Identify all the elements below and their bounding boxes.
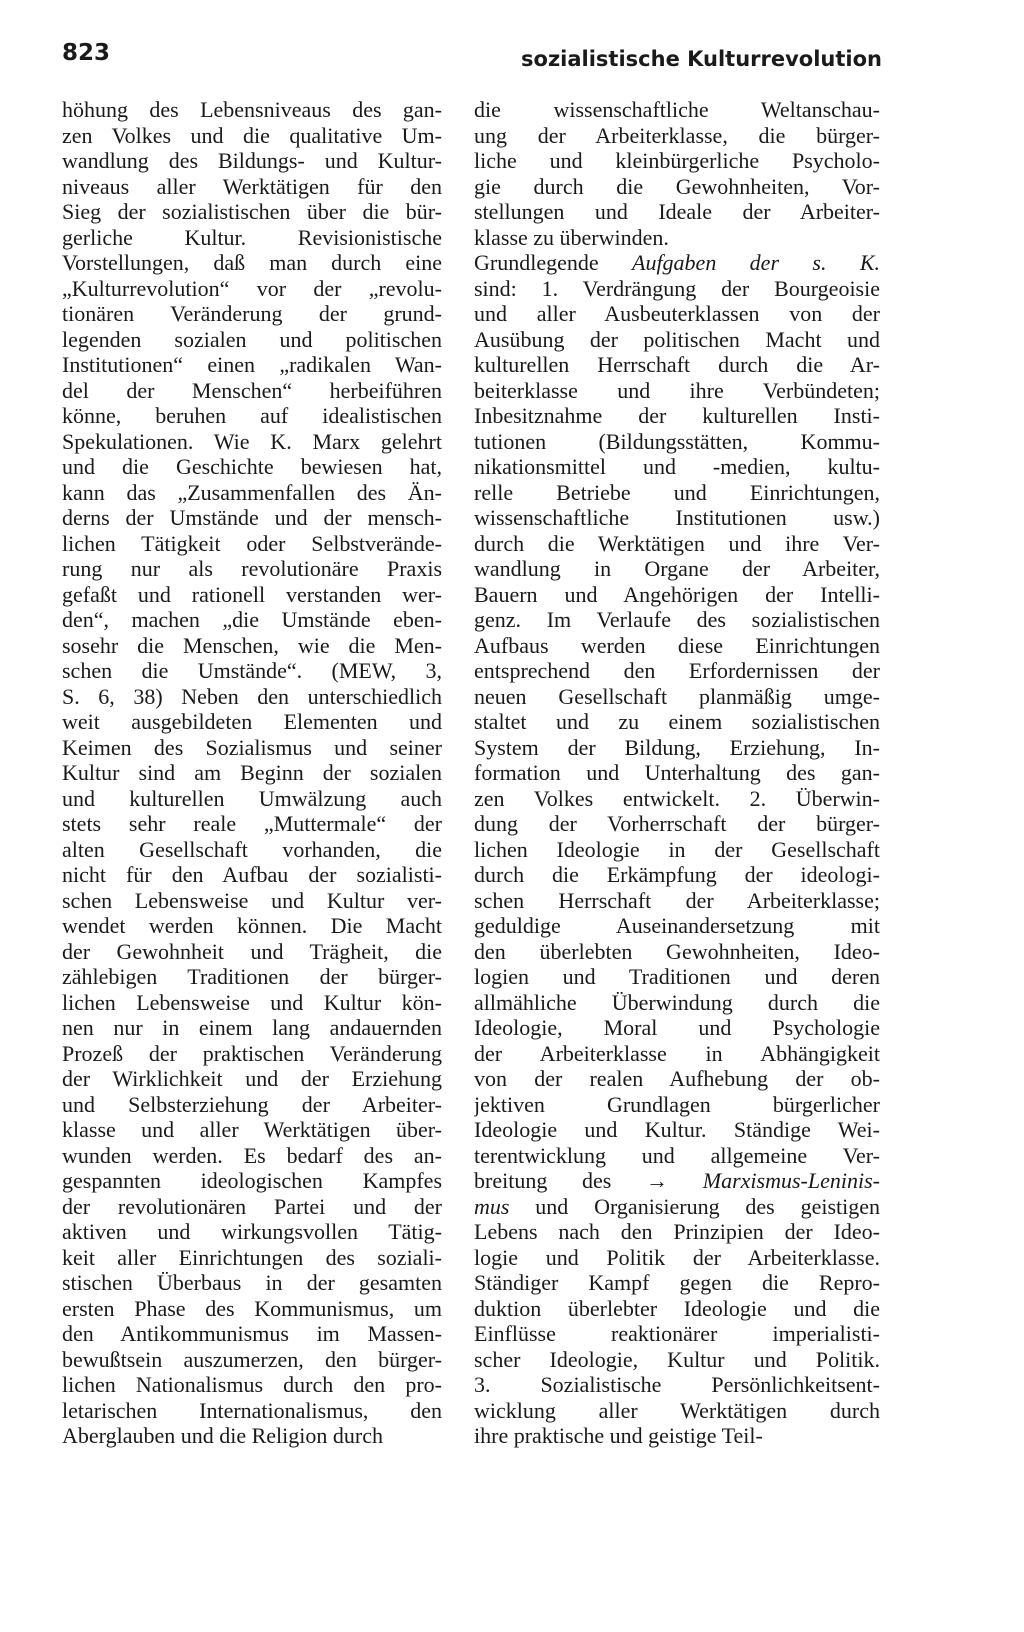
- text-line: höhung des Lebensniveaus des gan-: [62, 97, 442, 122]
- text-line: Institutionen“ einen „radikalen Wan-: [62, 352, 442, 377]
- text-line: zählebigen Traditionen der bürger-: [62, 964, 442, 989]
- right-text-column: [474, 97, 880, 1449]
- text-line: Keimen des Sozialismus und seiner: [62, 734, 442, 760]
- text-line: gie durch die Gewohnheiten, Vor-: [474, 173, 880, 199]
- text-line: klasse und aller Werktätigen über-: [62, 1117, 442, 1142]
- text-line: Aufbaus werden diese Einrichtungen: [474, 632, 880, 658]
- text-line: schen die Umstände“. (MEW, 3,: [62, 658, 442, 683]
- running-head: sozialistische Kulturrevolution: [521, 47, 882, 71]
- left-text-column: [62, 97, 442, 1449]
- text-line: lichen Ideologie in der Gesellschaft: [474, 836, 880, 862]
- text-line: relle Betriebe und Einrichtungen,: [474, 479, 880, 505]
- text-line: klasse zu überwinden.: [474, 224, 669, 250]
- text-line: niveaus aller Werktätigen für den: [62, 173, 442, 199]
- text-line: von der realen Aufhebung der ob-: [474, 1066, 880, 1091]
- text-line: scher Ideologie, Kultur und Politik.: [474, 1346, 880, 1372]
- text-line: wandlung in Organe der Arbeiter,: [474, 556, 880, 581]
- text-line: Bauern und Angehörigen der Intelli-: [474, 581, 880, 607]
- text-line: Ideologie, Moral und Psychologie: [474, 1015, 880, 1040]
- text-line: Lebens nach den Prinzipien der Ideo-: [474, 1219, 880, 1244]
- text-line: derns der Umstände und der mensch-: [62, 505, 442, 530]
- text-line: formation und Unterhaltung des gan-: [474, 760, 880, 785]
- text-line: stischen Überbaus in der gesamten: [62, 1270, 442, 1295]
- text-line: durch die Erkämpfung der ideologi-: [474, 862, 880, 887]
- text-line: lichen Tätigkeit oder Selbstverände-: [62, 530, 442, 556]
- text-line: allmähliche Überwindung durch die: [474, 989, 880, 1015]
- text-line: nikationsmittel und -medien, kultu-: [474, 454, 880, 479]
- text-line: geduldige Auseinandersetzung mit: [474, 913, 880, 938]
- text-line: System der Bildung, Erziehung, In-: [474, 734, 880, 760]
- text-line: 3. Sozialistische Persönlichkeitsent-: [474, 1372, 880, 1397]
- text-line: liche und kleinbürgerliche Psycholo-: [474, 148, 880, 173]
- text-line: kulturellen Herrschaft durch die Ar-: [474, 352, 880, 377]
- text-line: tutionen (Bildungsstätten, Kommu-: [474, 428, 880, 454]
- text-line: letarischen Internationalismus, den: [62, 1397, 442, 1423]
- page-number: 823: [62, 40, 111, 66]
- text-line: wendet werden können. Die Macht: [62, 913, 442, 938]
- text-line: Grundlegende Aufgaben der s. K.: [474, 250, 880, 275]
- text-line: und die Geschichte bewiesen hat,: [62, 454, 442, 479]
- text-line: kann das „Zusammenfallen des Än-: [62, 479, 442, 505]
- text-line: S. 6, 38) Neben den unterschiedlich: [62, 683, 442, 709]
- italic-term: mus: [474, 1193, 510, 1219]
- text-line: Vorstellungen, daß man durch eine: [62, 250, 442, 275]
- italic-term: Aufgaben der s. K.: [632, 250, 880, 275]
- text-line: Ständiger Kampf gegen die Repro-: [474, 1270, 880, 1295]
- text-line: aktiven und wirkungsvollen Tätig-: [62, 1219, 442, 1244]
- text-line: Einflüsse reaktionärer imperialisti-: [474, 1321, 880, 1346]
- text-line: neuen Gesellschaft planmäßig umge-: [474, 683, 880, 709]
- text-line: stets sehr reale „Muttermale“ der: [62, 811, 442, 836]
- text-line: und kulturellen Umwälzung auch: [62, 785, 442, 811]
- text-line: wunden werden. Es bedarf des an-: [62, 1142, 442, 1168]
- text-line: ung der Arbeiterklasse, die bürger-: [474, 122, 880, 148]
- text-line: Inbesitznahme der kulturellen Insti-: [474, 403, 880, 428]
- text-line: bewußtsein auszumerzen, den bürger-: [62, 1346, 442, 1372]
- text-line: sind: 1. Verdrängung der Bourgeoisie: [474, 275, 880, 301]
- text-line: und aller Ausbeuterklassen von der: [474, 301, 880, 326]
- text-line: der revolutionären Partei und der: [62, 1193, 442, 1219]
- text-line: wissenschaftliche Institutionen usw.): [474, 505, 880, 530]
- text-line: die wissenschaftliche Weltanschau-: [474, 97, 880, 122]
- text-line: gerliche Kultur. Revisionistische: [62, 224, 442, 250]
- text-line: lichen Lebensweise und Kultur kön-: [62, 989, 442, 1015]
- text-line: weit ausgebildeten Elementen und: [62, 709, 442, 734]
- text-line: logie und Politik der Arbeiterklasse.: [474, 1244, 880, 1270]
- text-line: ihre praktische und geistige Teil-: [474, 1423, 763, 1448]
- text-line: Kultur sind am Beginn der sozialen: [62, 760, 442, 785]
- text-line: rung nur als revolutionäre Praxis: [62, 556, 442, 581]
- text-line: lichen Nationalismus durch den pro-: [62, 1372, 442, 1397]
- text-line: wicklung aller Werktätigen durch: [474, 1397, 880, 1423]
- text-line: tionären Veränderung der grund-: [62, 301, 442, 326]
- text-line: wandlung des Bildungs- und Kultur-: [62, 148, 442, 173]
- page-header: [62, 40, 882, 80]
- text-line: sosehr die Menschen, wie die Men-: [62, 632, 442, 658]
- text-line: schen Lebensweise und Kultur ver-: [62, 887, 442, 913]
- text-line: der Gewohnheit und Trägheit, die: [62, 938, 442, 964]
- text-line: staltet und zu einem sozialistischen: [474, 709, 880, 734]
- text-line: nicht für den Aufbau der sozialisti-: [62, 862, 442, 887]
- text-line: könne, beruhen auf idealistischen: [62, 403, 442, 428]
- text-line: schen Herrschaft der Arbeiterklasse;: [474, 887, 880, 913]
- text-line: „Kulturrevolution“ vor der „revolu-: [62, 275, 442, 301]
- text-line: Prozeß der praktischen Veränderung: [62, 1040, 442, 1066]
- text-line: nen nur in einem lang andauernden: [62, 1015, 442, 1040]
- text-line: entsprechend den Erfordernissen der: [474, 658, 880, 683]
- text-line: Sieg der sozialistischen über die bür-: [62, 199, 442, 224]
- text-line: Aberglauben und die Religion durch: [62, 1423, 383, 1448]
- text-line: zen Volkes und die qualitative Um-: [62, 122, 442, 148]
- text-line: beiterklasse und ihre Verbündeten;: [474, 377, 880, 403]
- text-line: den überlebten Gewohnheiten, Ideo-: [474, 938, 880, 964]
- text-line: del der Menschen“ herbeiführen: [62, 377, 442, 403]
- text-line: Ideologie und Kultur. Ständige Wei-: [474, 1117, 880, 1142]
- text-line: dung der Vorherrschaft der bürger-: [474, 811, 880, 836]
- text-line: den Antikommunismus im Massen-: [62, 1321, 442, 1346]
- text-line: duktion überlebter Ideologie und die: [474, 1295, 880, 1321]
- text-line: keit aller Einrichtungen des soziali-: [62, 1244, 442, 1270]
- text-line: der Arbeiterklasse in Abhängigkeit: [474, 1040, 880, 1066]
- text-line: und Selbsterziehung der Arbeiter-: [62, 1091, 442, 1117]
- text-line: mus und Organisierung des geistigen: [474, 1193, 880, 1219]
- text-line: der Wirklichkeit und der Erziehung: [62, 1066, 442, 1091]
- text-line: zen Volkes entwickelt. 2. Überwin-: [474, 785, 880, 811]
- text-line: gespannten ideologischen Kampfes: [62, 1168, 442, 1193]
- text-line: terentwicklung und allgemeine Ver-: [474, 1142, 880, 1168]
- text-line: alten Gesellschaft vorhanden, die: [62, 836, 442, 862]
- italic-term: Marxismus-Leninis-: [702, 1168, 880, 1193]
- text-line: stellungen und Ideale der Arbeiter-: [474, 199, 880, 224]
- text-line: legenden sozialen und politischen: [62, 326, 442, 352]
- text-line: durch die Werktätigen und ihre Ver-: [474, 530, 880, 556]
- text-line: genz. Im Verlaufe des sozialistischen: [474, 607, 880, 632]
- text-line: ersten Phase des Kommunismus, um: [62, 1295, 442, 1321]
- text-line: breitung des → Marxismus-Leninis-: [474, 1168, 880, 1193]
- text-line: den“, machen „die Umstände eben-: [62, 607, 442, 632]
- text-line: logien und Traditionen und deren: [474, 964, 880, 989]
- text-line: Spekulationen. Wie K. Marx gelehrt: [62, 428, 442, 454]
- text-line: jektiven Grundlagen bürgerlicher: [474, 1091, 880, 1117]
- text-line: gefaßt und rationell verstanden wer-: [62, 581, 442, 607]
- text-line: Ausübung der politischen Macht und: [474, 326, 880, 352]
